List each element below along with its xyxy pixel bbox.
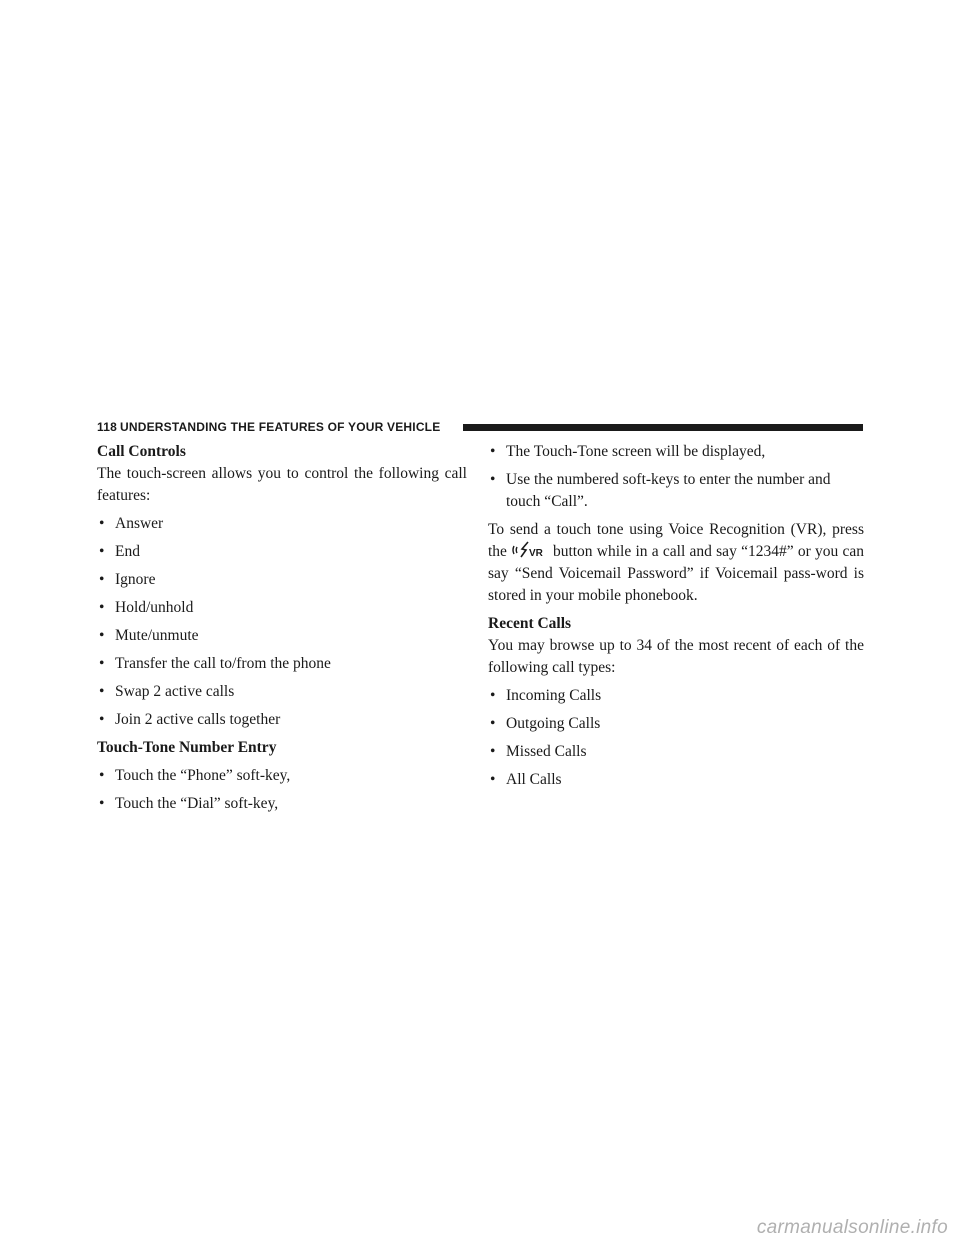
list-item: • Touch the “Phone” soft-key,: [97, 765, 467, 787]
list-item: • Ignore: [97, 569, 467, 591]
list-item: • Swap 2 active calls: [97, 681, 467, 703]
list-item: • End: [97, 541, 467, 563]
list-item: • Incoming Calls: [488, 685, 864, 707]
list-item: • Use the numbered soft-keys to enter the number and touch “Call”.: [490, 471, 831, 510]
bullet: •: [99, 543, 105, 560]
bullet: •: [99, 627, 105, 644]
bullet: •: [490, 771, 496, 788]
touch-tone-heading: Touch-Tone Number Entry: [97, 739, 277, 756]
list-item: • Outgoing Calls: [488, 713, 864, 735]
bullet: •: [99, 795, 105, 812]
page-number: 118: [97, 420, 117, 434]
recent-calls-intro: You may browse up to 34 of the most recent of each of the following call types:: [488, 637, 864, 676]
list-item: • The Touch-Tone screen will be displayed,: [488, 441, 864, 463]
call-controls-intro: The touch-screen allows you to control the following call features:: [97, 465, 467, 504]
bullet: •: [99, 711, 105, 728]
bullet: •: [490, 743, 496, 760]
bullet: •: [99, 599, 105, 616]
call-features-list: [97, 513, 467, 731]
voice-recognition-icon: [511, 541, 547, 559]
list-item: • Mute/unmute: [97, 625, 467, 647]
bullet: •: [490, 687, 496, 704]
section-title: UNDERSTANDING THE FEATURES OF YOUR VEHICLE: [120, 420, 441, 434]
recent-calls-heading: Recent Calls: [488, 615, 572, 632]
watermark: carmanualsonline.info: [756, 1217, 948, 1238]
call-controls-heading: Call Controls: [97, 443, 186, 460]
list-item: • Join 2 active calls together: [97, 709, 467, 731]
list-item: • All Calls: [488, 769, 864, 791]
list-item: • Answer: [97, 513, 467, 535]
touch-tone-steps-continued: [488, 441, 864, 513]
list-item: • Touch the “Dial” soft-key,: [97, 793, 467, 815]
touch-tone-steps: [97, 765, 467, 815]
bullet: •: [99, 655, 105, 672]
list-item: • Missed Calls: [488, 741, 864, 763]
list-item: • Transfer the call to/from the phone: [97, 653, 467, 675]
bullet: •: [99, 515, 105, 532]
bullet: •: [490, 471, 496, 488]
bullet: •: [490, 443, 496, 460]
right-column: [488, 441, 864, 791]
svg-text:VR: VR: [528, 548, 543, 559]
header-rule: [463, 424, 863, 431]
bullet: •: [490, 715, 496, 732]
bullet: •: [99, 767, 105, 784]
list-item: • Hold/unhold: [97, 597, 467, 619]
bullet: •: [99, 571, 105, 588]
left-column: [97, 441, 467, 815]
vr-paragraph: To send a touch tone using Voice Recognition (VR), press the VR button while in a call and say “1234#” or you can say “Send Voicemail Password” if Voicemail pass-word is stored in your mobile phonebook.: [488, 521, 864, 604]
page-header: [97, 419, 863, 435]
bullet: •: [99, 683, 105, 700]
call-types-list: [488, 685, 864, 791]
